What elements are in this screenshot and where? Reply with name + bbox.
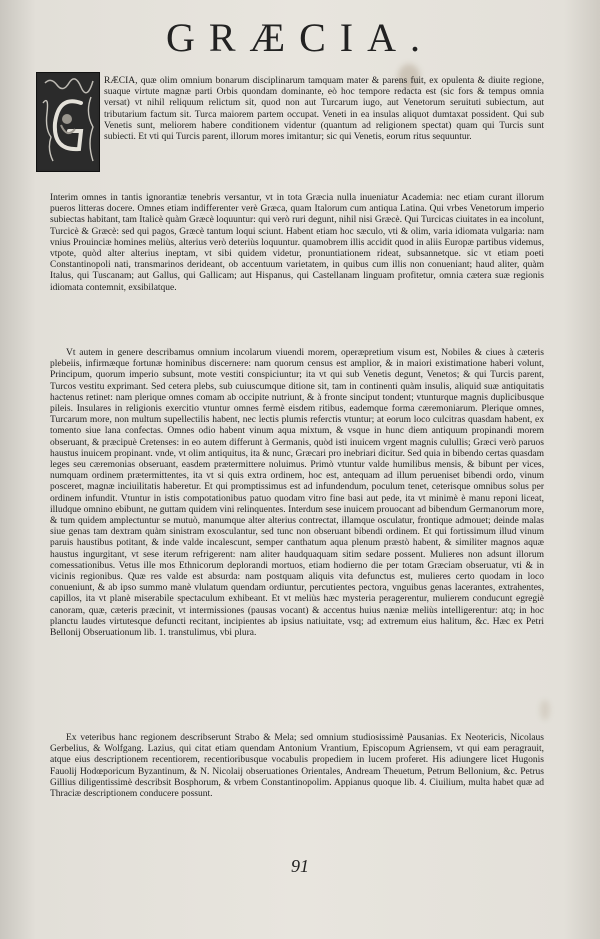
intro-paragraph-head bbox=[104, 76, 544, 143]
decorated-initial-g bbox=[36, 72, 100, 172]
intro-body-text: Interim omnes in tantis ignorantiæ tenebris versantur, vt in tota Græcia nulla inueniatur Academia: nec etiam curant illorum pueros litteras docere. Omnes etiam indifferenter verè Græca, quam Italorum cum antiqua Latina. Qui vrbes Venetorum imperio subiectas habitant, tam Italicè quàm Græcè loquuntur: qui verò ruri degunt, nihil nisi Græcè. Qui Turcicas ciuitates in ea incolunt, Turcicè & Græcè: sed qui pagos, Græcè tantum loqui sciunt. Habent etiam hoc sæculo, vti & olim, varia idiomata vulgaria: nam vnius Prouinciæ homines meliùs, alterius verò deteriùs loquuntur. quamobrem illis accidit quod in aliis Europæ partibus videmus, vtpote, quòd alter alterius ineptam, vt sibi quidem videtur, pronuntiationem rideat, subsannetque. sic vt etiam poeti Constantinopoli nati, transmarinos derideant, ob accentuum varietatem, in quibus cum illis non conueniant; haud aliter, quàm Italus, qui Tuscanam; aut Gallus, qui Gallicam; aut Hispanus, qui Castellanam linguam profitetur, omnia cætera suæ regionis idiomata contemnit, exsibilatque. bbox=[50, 193, 544, 293]
customs-text: Vt autem in genere describamus omnium incolarum viuendi morem, operæpretium visum est, Nobiles & ciues à cæteris plebeiis, infirmæque fortunæ hominibus discernere: nam quorum census est amplior, & in maiori existimatione haberi volunt, Principum, quorum imperio subsunt, mote vestiti conspiciuntur; ita vt qui sub Venetis degunt, Venetos; & qui Turcis parent, Turcos vestitu exprimant. Sed cetera plebs, sub cuiuscumque ditione sit, tam in continenti quàm insulis, aliquid suæ antiquitatis hactenus retinet: nam plerique omnes comam ab occipite nutriunt, & à fronte sinciput tondent; vtunturque magnis duplicibusque pileis. Insulares in religionis exercitio vtuntur omnes fermè eisdem ritibus, eademque forma cæremoniarum. Plerique omnes, Turcarum more, non multum supellectilis habent, nec lectis plumis referctis vtuntur; at eorum loco culcitras quasdam habent, ex tomento siue lana confectas. Omnes odio habent vinum aqua mixtum, & vsque in hunc diem antiquum propinandi morem obseruant, & præcipuè Cretenses: in eo autem differunt à Germanis, quòd isti inuicem vrgent magnis culullis; Græci verò paruos haustus inuicem propinant. vnde, vt olim antiquitus, ita & nunc, Græcari pro inebriari dicitur. Sed quia in bibendo certas quasdam leges seu cæremonias obseruant, easdem prætermittere noluimus. Primò vtuntur valde humilibus mensis, & bibunt per vices, numquam ordinem prætermittentes, ita vt si quis extra ordinem, hoc est, antequam ad illum perueniset bibendi ordo, vinum posceret, magnæ inciuilitatis haberetur. Et qui promptissimus est ad infundendum, poculum tenet, ceterisque omnibus solus per ordinem infundit. Vtuntur in istis compotationibus patuo quodam vitro fine basi aut pede, ita vt minimè è manu reponi liceat, illudque omnino ebibunt, ne guttam quidem vini relinquentes. Interdum sese inuicem prouocant ad bibendum Germanorum more, & tum quidem amplectuntur se mutuò, manumque alter alterius contrectat, illamque osculatur, frontique admouet; deinde malas siue genas tam dextram quàm sinistram exosculantur, sed tunc non obseruant bibendi ordinem. Et qui fortissimum illud vinum paruis haustibus potitant, & inde valde incalescunt, semper canthatum aqua plenum præstò habent, & similiter magnos aquæ haustus ingurgitant, vt sese iterum refrigerent: nam aliter haudquaquam sitim sedare possent. Mulieres non adsunt illorum comessationibus. Vetus ille mos Ethnicorum deplorandi mortuos, etiam hodierno die per totam Græciam obseruatur, vti & in vicinis regionibus. Quæ res valde est absurda: nam postquam aliquis vita defunctus est, mulieres certo quodam in loco conueniunt, & ab ipso summo manè vlulatum quendam ordiuntur, percutientes pectora, vnguibus genas lacerantes, extrahentes, capillos, ita vt planè miserabile spectaculum exhibeant. Et vt meliùs hæc mysteria peragerentur, mulierem conducunt egregiè canoram, quæ, cæteris præcinit, vt intermissiones (pausas vocant) & accentus huius næniæ meliùs intelligerentur: atq; in hoc planctu laudes virtutesque defuncti recitant, incipientes ab ipsius natiuitate, vsq; ad extremum eius halitum, &c. Hæc ex Petri Bellonij Obseruationum lib. 1. transtulimus, vbi plura. bbox=[50, 348, 544, 639]
intro-head-text: RÆCIA, quæ olim omnium bonarum disciplinarum tamquam mater & parens fuit, ex opulenta & diuite regione, suaque virtute magnæ parti Orbis quondam dominante, eò hoc tempore redacta est (sic fors & tempus omnia versat) vt nihil reliquum relictum sit, quod non aut Turcarum iugo, aut Venetorum seruituti subiectum, aut tributarium factum sit. Turca maiorem partem occupat. Veneti in ea insulas aliquot dumtaxat possident. Qui sub Venetis sunt, meliorem habere conditionem videntur (quantum ad religionem spectat) quam qui Turcis sunt subiecti. Et vti qui Turcis parent, illorum mores imitantur; sic qui Venetis, eorum ritus sequuntur. bbox=[104, 76, 544, 143]
sources-paragraph bbox=[50, 733, 544, 800]
page-stain bbox=[540, 700, 550, 720]
sources-text: Ex veteribus hanc regionem describserunt Strabo & Mela; sed omnium studiosissimè Pausanias. Ex Neotericis, Nicolaus Gerbelius, & Wolfgang. Lazius, qui citat etiam quendam Antonium Vrantium, Episcopum Agriensem, vt qui eam peragrauit, atque eius descriptionem recentiorem, recentioribusque vocabulis propediem in lucem proferet. His adiungere licet Hugonis Fauolij Hodœporicum Byzantinum, & N. Nicolaij obseruationes Orientales, Andream Theuetum, Petrum Bellonium, &c. Petrus Gillius diligentissimè describsit Bosphorum, & vrbem Constantinopolim. Appianus quoque lib. 4. Ciuilium, multa habet quæ ad Thraciæ descriptionem conducere possunt. bbox=[50, 733, 544, 800]
customs-paragraph bbox=[50, 348, 544, 639]
page-title: GRÆCIA. bbox=[165, 15, 435, 60]
intro-paragraph-body bbox=[50, 193, 544, 294]
page-number: 91 bbox=[291, 856, 309, 876]
ornament-initial-icon bbox=[37, 73, 99, 171]
